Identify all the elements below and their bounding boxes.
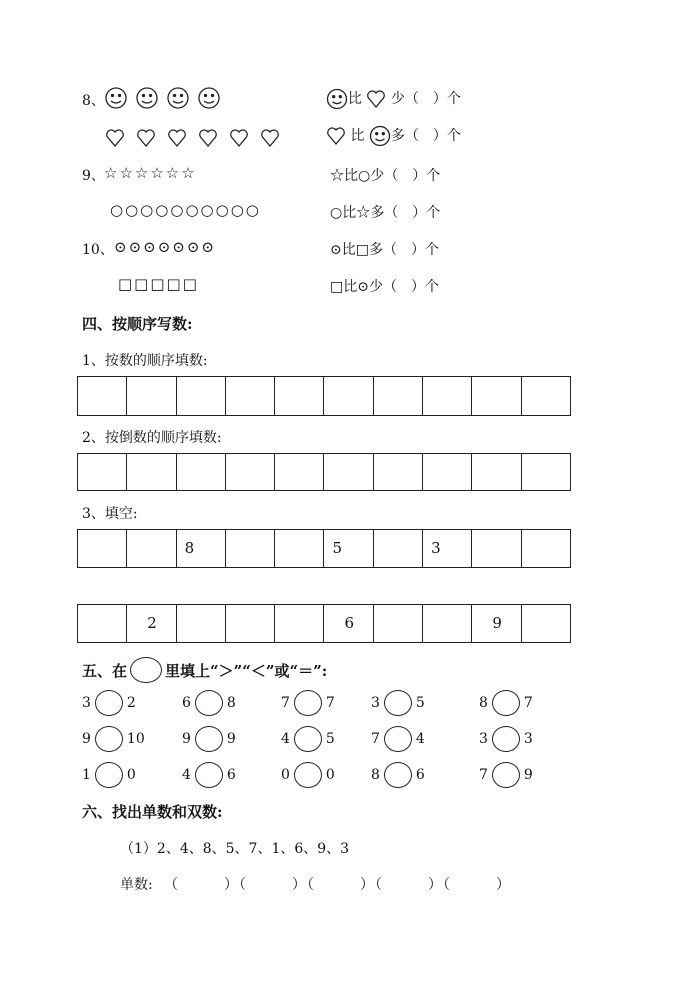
comparison-item: 8 7 [479,690,533,716]
comparison-item: 9 10 [82,726,145,752]
grid-cell[interactable] [225,530,274,567]
grid-cell[interactable] [274,377,323,415]
section4-q1-label: 1、按数的顺序填数: [82,353,208,369]
grid-cell[interactable] [176,454,225,490]
grid-cell[interactable] [422,454,471,490]
number-grid-descending [77,453,571,491]
grid-cell[interactable] [521,605,570,642]
grid-cell[interactable] [78,530,126,567]
comparison-item: 3 3 [479,726,533,752]
q8-smiley-row [104,86,228,110]
q9-stars: ☆☆☆☆☆☆ [104,164,197,182]
grid-cell[interactable]: 2 [126,605,175,642]
section4-q3-label: 3、填空: [82,506,138,522]
answer-oval[interactable] [195,726,223,752]
grid-cell[interactable] [126,530,175,567]
q10-number: 10、 [82,242,114,258]
comparison-item: 1 0 [82,762,136,788]
section4-title: 四、按顺序写数: [82,315,193,333]
grid-cell[interactable] [274,605,323,642]
odd-numbers-blanks[interactable]: （ ）（ ）（ ）（ ）（ ） [164,877,511,893]
fill-grid-row-2 [77,604,571,643]
grid-cell[interactable] [126,377,175,415]
answer-oval[interactable] [384,762,412,788]
heart-icon [366,89,386,109]
section6-q1: （1）2、4、8、5、7、1、6、9、3 [120,841,350,857]
grid-cell[interactable] [225,454,274,490]
answer-oval[interactable] [384,690,412,716]
grid-cell[interactable] [422,377,471,415]
q9-question-2: ○比☆多（ ）个 [330,205,441,221]
grid-cell[interactable] [373,530,422,567]
grid-cell[interactable]: 6 [323,605,372,642]
grid-cell[interactable] [176,605,225,642]
answer-oval[interactable] [195,762,223,788]
smiley-faces-icon [104,86,228,110]
number-grid-ascending [77,376,571,416]
comparison-item: 0 0 [281,762,335,788]
q10-dots: ⊙⊙⊙⊙⊙⊙⊙ [114,238,216,256]
grid-cell[interactable] [225,377,274,415]
odd-numbers-label: 单数: [120,877,153,893]
comparison-item: 7 4 [371,726,425,752]
q10-question-1: ⊙比□多（ ）个 [330,242,439,258]
section5-title: 五、在 里填上“＞”“＜”或“＝”: [82,657,327,683]
grid-cell[interactable] [274,454,323,490]
section4-q2-label: 2、按倒数的顺序填数: [82,430,222,446]
hearts-icon [104,126,288,148]
answer-oval[interactable] [492,762,520,788]
grid-cell[interactable]: 3 [422,530,471,567]
q8-number: 8、 [82,93,105,109]
answer-oval[interactable] [492,690,520,716]
grid-cell[interactable] [323,454,372,490]
q9-number: 9、 [82,168,105,184]
grid-cell[interactable] [78,454,126,490]
answer-oval[interactable] [384,726,412,752]
section6-title: 六、找出单数和双数: [82,803,223,821]
grid-cell[interactable] [274,530,323,567]
grid-cell[interactable] [78,377,126,415]
answer-oval[interactable] [294,690,322,716]
answer-oval[interactable] [294,726,322,752]
smiley-icon [326,88,348,110]
grid-cell[interactable] [176,377,225,415]
grid-cell[interactable] [422,605,471,642]
q10-question-2: □比⊙少（ ）个 [330,279,439,295]
comparison-item: 9 9 [182,726,236,752]
grid-cell[interactable] [373,605,422,642]
answer-oval[interactable] [294,762,322,788]
answer-oval[interactable] [492,726,520,752]
comparison-item: 4 6 [182,762,236,788]
comparison-item: 3 2 [82,690,136,716]
grid-cell[interactable] [78,605,126,642]
comparison-item: 7 9 [479,762,533,788]
answer-oval-icon [130,657,162,683]
grid-cell[interactable] [521,530,570,567]
comparison-item: 8 6 [371,762,425,788]
q10-squares: □□□□□ [118,275,199,293]
fill-grid-row-1 [77,529,571,568]
comparison-item: 3 5 [371,690,425,716]
grid-cell[interactable]: 9 [471,605,520,642]
grid-cell[interactable] [323,377,372,415]
answer-oval[interactable] [195,690,223,716]
grid-cell[interactable] [471,530,520,567]
grid-cell[interactable] [126,454,175,490]
comparison-item: 7 7 [281,690,335,716]
q8-question-1: 比 少（ ）个 [326,88,461,110]
answer-oval[interactable] [95,690,123,716]
q8-heart-row [104,126,288,148]
grid-cell[interactable]: 5 [323,530,372,567]
grid-cell[interactable]: 8 [176,530,225,567]
answer-oval[interactable] [95,762,123,788]
grid-cell[interactable] [521,377,570,415]
comparison-item: 6 8 [182,690,236,716]
q8-question-2: 比 多（ ）个 [326,125,461,147]
grid-cell[interactable] [521,454,570,490]
q9-question-1: ☆比○少（ ）个 [330,168,441,184]
heart-icon [326,126,346,146]
grid-cell[interactable] [471,377,520,415]
grid-cell[interactable] [373,454,422,490]
smiley-icon [369,125,391,147]
grid-cell[interactable] [471,454,520,490]
comparison-item: 4 5 [281,726,335,752]
answer-oval[interactable] [95,726,123,752]
grid-cell[interactable] [373,377,422,415]
grid-cell[interactable] [225,605,274,642]
q9-circles: ○○○○○○○○○○ [110,201,261,219]
